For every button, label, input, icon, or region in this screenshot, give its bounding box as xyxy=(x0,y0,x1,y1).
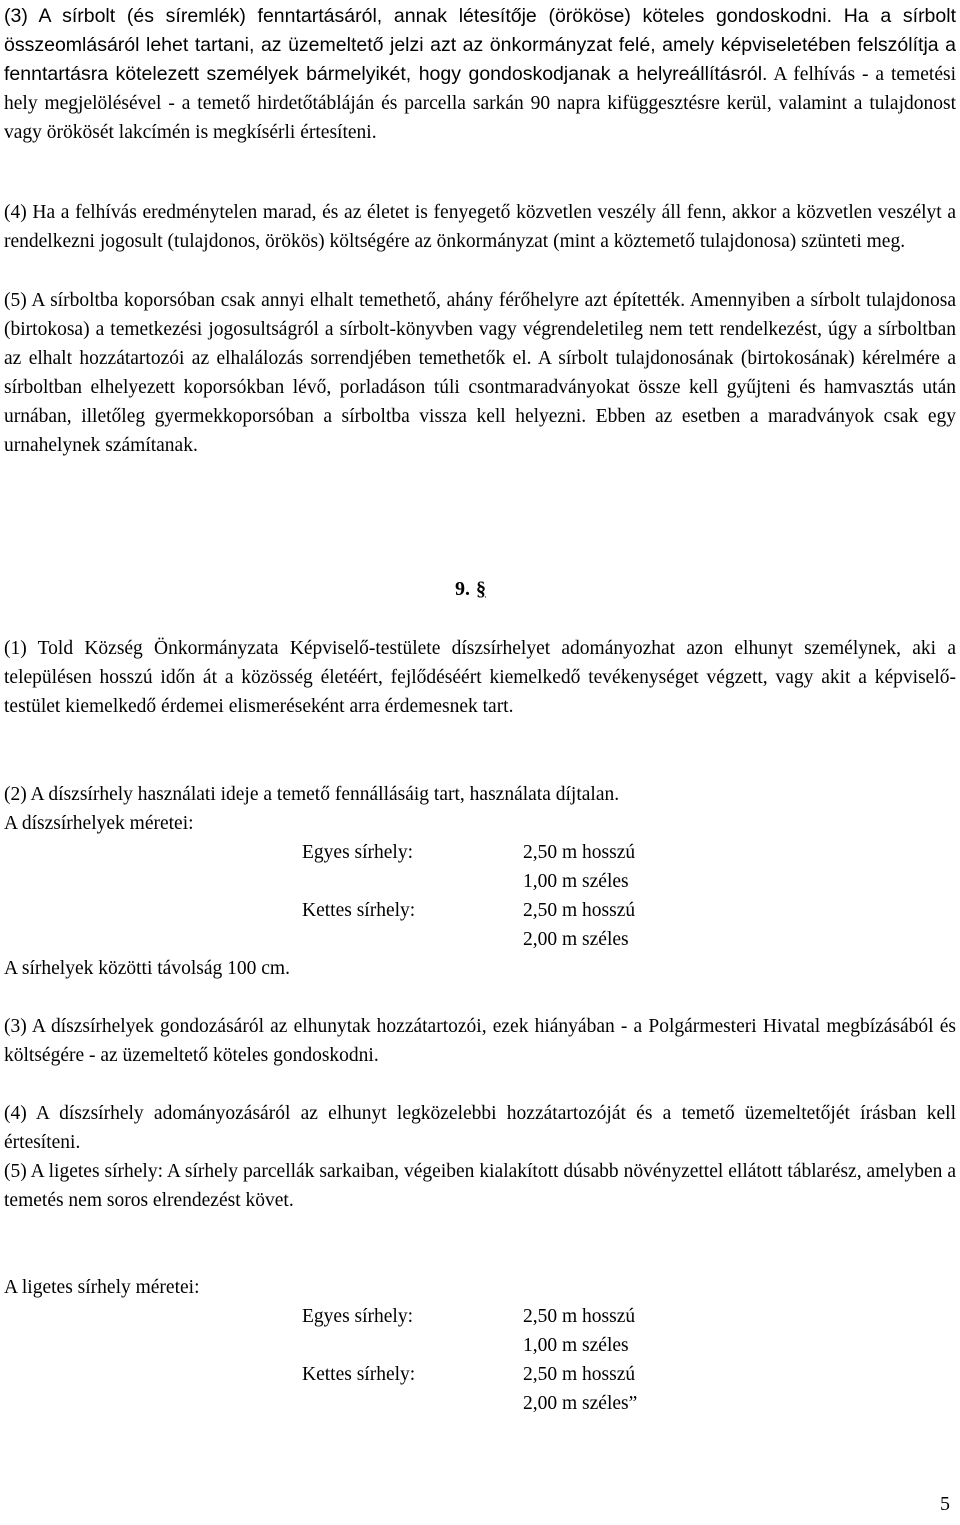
s9-paragraph-3: (3) A díszsírhelyek gondozásáról az elhunytak hozzátartozói, ezek hiányában - a Polgármesteri Hivatal megbízásából és költségére - az üzemeltető köteles gondoskodni. xyxy=(4,1016,956,1066)
dispsirhely-double-label: Kettes sírhely: xyxy=(302,900,416,921)
ligetes-double-width: 2,00 m széles” xyxy=(523,1393,638,1414)
s9-paragraph-4: (4) A díszsírhely adományozásáról az elhunyt legközelebbi hozzátartozóját és a temető üzemeltetőjét írásban kell értesíteni. xyxy=(4,1103,956,1153)
dispsirhely-double-width: 2,00 m széles xyxy=(523,929,629,950)
ligetes-single-label: Egyes sírhely: xyxy=(302,1306,414,1327)
s9-paragraph-1: (1) Told Község Önkormányzata Képviselő-testülete díszsírhelyet adományozhat azon elhunyt személynek, aki a településen hosszú időn át a közösség életéért, fejlődéséért kiemelkedő tevékenységet végzett, vagy akit a képviselő-testület kiemelkedő érdemei elismeréseként arra érdemesnek tart. xyxy=(4,638,956,717)
ligetes-single-length: 2,50 m hosszú xyxy=(523,1306,636,1327)
page-number: 5 xyxy=(940,1493,950,1515)
dispsirhely-single-width: 1,00 m széles xyxy=(523,871,629,892)
dispsirhely-double-length: 2,50 m hosszú xyxy=(523,900,636,921)
ligetes-double-label: Kettes sírhely: xyxy=(302,1364,416,1385)
s9-paragraph-2: (2) A díszsírhely használati ideje a temető fennállásáig tart, használata díjtalan. xyxy=(4,784,620,805)
paragraph-3-part-b: A felhívás - a temetési hely megjelölésével - a temető hirdetőtábláján és parcella sarkán 90 napra kifüggesztésre kerül, valamint a tulajdonost vagy örökösét lakcímén is megkísérli értesíteni. xyxy=(4,64,956,143)
section-number: 9. xyxy=(455,578,470,600)
paragraph-3-part-a: (3) A sírbolt (és síremlék) fenntartásáról, annak létesítője (örököse) köteles gondoskodni. Ha a sírbolt összeomlásáról lehet tartani, az üzemeltető jelzi azt az önkormányzat felé, amely képviseletében felszólítja a fenntartásra kötelezett személyek bármelyikét, hogy gondoskodjanak a helyreállításról. xyxy=(4,5,956,85)
ligetes-sizes-title: A ligetes sírhely méretei: xyxy=(4,1277,200,1298)
dispsirhely-single-length: 2,50 m hosszú xyxy=(523,842,636,863)
dispsirhely-sizes-title: A díszsírhelyek méretei: xyxy=(4,813,194,834)
dispsirhely-single-label: Egyes sírhely: xyxy=(302,842,414,863)
paragraph-5: (5) A sírboltba koporsóban csak annyi elhalt temethető, ahány férőhelyre azt építették. Amennyiben a sírbolt tulajdonosa (birtokosa) a temetkezési jogosultságról a sírbolt-könyvben vagy végrendeletileg nem tett rendelkezést, úgy a sírboltban az elhalt hozzátartozói az elhalálozás sorrendjében temethetők el. A sírbolt tulajdonosának (birtokosának) kérelmére a sírboltban elhelyezett koporsókban lévő, porladáson túli csontmaradványokat össze kell gyűjteni és hamvasztás után urnában, illetőleg gyermekkoporsóban a sírboltba vissza kell helyezni. Ebben az esetben a maradványok csak egy urnahelynek számítanak. xyxy=(4,290,956,456)
section-symbol: § xyxy=(476,578,486,600)
section-heading xyxy=(455,575,486,604)
paragraph-3-sirbolt xyxy=(4,2,956,147)
sirhely-distance: A sírhelyek közötti távolság 100 cm. xyxy=(4,958,290,979)
ligetes-single-width: 1,00 m széles xyxy=(523,1335,629,1356)
s9-paragraph-5: (5) A ligetes sírhely: A sírhely parcellák sarkaiban, végeiben kialakított dúsabb növényzettel ellátott táblarész, amelyben a temetés nem soros elrendezést követ. xyxy=(4,1161,956,1211)
paragraph-4: (4) Ha a felhívás eredménytelen marad, és az életet is fenyegető közvetlen veszély áll fenn, akkor a közvetlen veszélyt a rendelkezni jogosult (tulajdonos, örökös) költségére az önkormányzat (mint a köztemető tulajdonosa) szünteti meg. xyxy=(4,202,956,252)
ligetes-double-length: 2,50 m hosszú xyxy=(523,1364,636,1385)
